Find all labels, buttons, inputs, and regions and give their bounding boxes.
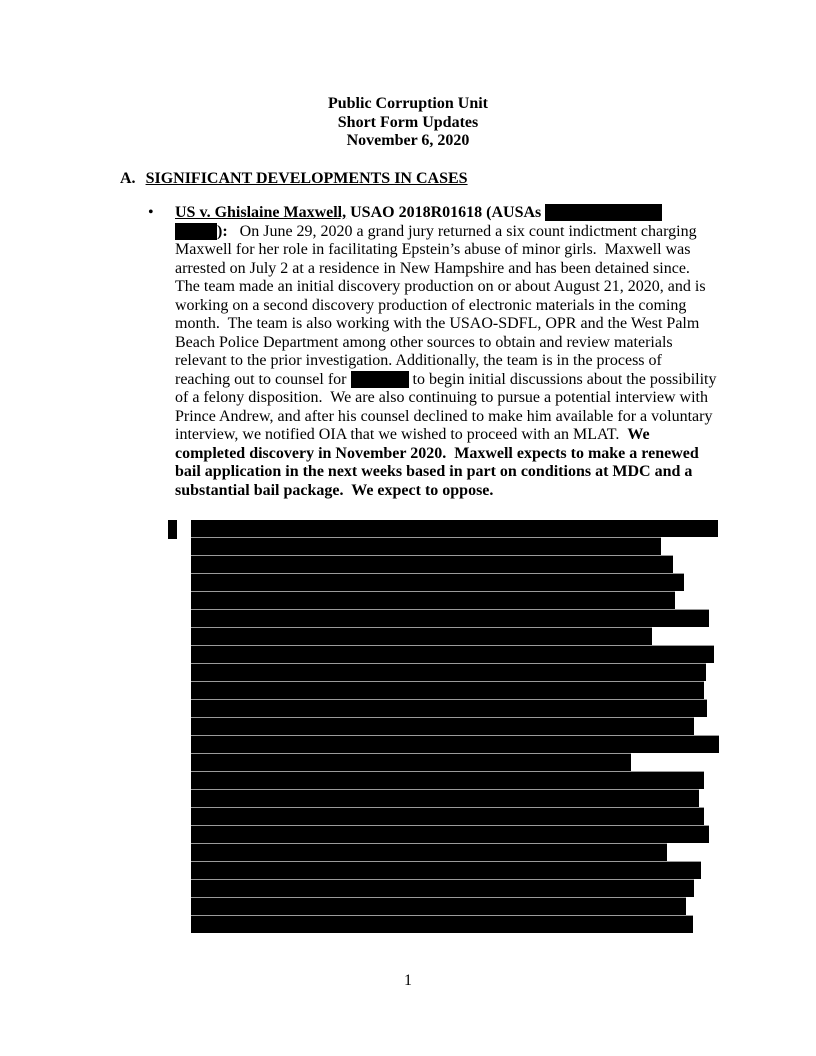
redacted-line bbox=[191, 591, 675, 609]
redacted-block-lines bbox=[191, 520, 719, 933]
case-body-2: to begin initial discussions about the possibility of a felony disposition. We are also continuing to pursue a potential interview with Prince Andrew, and after his counsel declined to make him available for a voluntary interview, we notified OIA that we wished to proceed with an MLAT. bbox=[175, 370, 721, 443]
header-date: November 6, 2020 bbox=[346, 132, 470, 150]
redacted-line bbox=[191, 915, 693, 933]
redacted-line bbox=[191, 609, 709, 627]
page-number: 1 bbox=[404, 972, 412, 989]
case-number: USAO 2018R01618 (AUSAs bbox=[346, 204, 546, 221]
redacted-line bbox=[191, 573, 684, 591]
redaction-bar-counsel bbox=[351, 371, 409, 388]
redaction-bar-ausa-1 bbox=[545, 204, 662, 221]
redacted-line bbox=[191, 825, 709, 843]
redacted-line bbox=[191, 555, 673, 573]
redacted-line bbox=[191, 537, 661, 555]
redacted-line bbox=[191, 681, 704, 699]
redacted-line bbox=[191, 663, 706, 681]
section-label: A. bbox=[120, 170, 136, 187]
redacted-line bbox=[191, 789, 699, 807]
case-bold-update: We completed discovery in November 2020. Maxwell expects to make a renewed bail application in the next weeks based in part on conditions at MDC and a substantial bail package. We expect to oppose. bbox=[175, 426, 703, 499]
redacted-line bbox=[191, 717, 694, 735]
redacted-line bbox=[191, 843, 667, 861]
header-subtitle: Short Form Updates bbox=[337, 113, 479, 131]
section-heading bbox=[120, 170, 468, 189]
redaction-bar-ausa-2 bbox=[175, 223, 217, 240]
document-header bbox=[0, 95, 816, 151]
bullet-icon: • bbox=[148, 204, 154, 221]
case-body-1: On June 29, 2020 a grand jury returned a six count indictment charging Maxwell for her role in facilitating Epstein’s abuse of minor girls. Maxwell was arrested on July 2 at a residence in New Hampshire and has been detained since. The team made an initial discovery production on or about August 21, 2020, and is working on a second discovery production of electronic materials in the coming month. The team is also working with the USAO-SDFL, OPR and the West Palm Beach Police Department among other sources to obtain and review materials relevant to the prior investigation. Additionally, the team is in the process of reaching out to counsel for bbox=[175, 222, 710, 388]
redacted-bullet-marker bbox=[168, 520, 177, 539]
redacted-line bbox=[191, 807, 704, 825]
redacted-line bbox=[191, 771, 704, 789]
section-title: SIGNIFICANT DEVELOPMENTS IN CASES bbox=[145, 170, 468, 187]
redacted-line bbox=[191, 645, 714, 663]
redacted-line bbox=[191, 627, 652, 645]
redacted-line bbox=[191, 897, 686, 915]
case-paragraph bbox=[175, 204, 720, 500]
redacted-line bbox=[191, 520, 718, 537]
case-name: US v. Ghislaine Maxwell, bbox=[175, 204, 347, 221]
redacted-line bbox=[191, 735, 719, 753]
case-bullet-item bbox=[148, 204, 720, 500]
redacted-line bbox=[191, 699, 707, 717]
redacted-line bbox=[191, 879, 694, 897]
redacted-line bbox=[191, 861, 701, 879]
header-title: Public Corruption Unit bbox=[327, 95, 488, 112]
case-colon: ): bbox=[217, 222, 228, 240]
redacted-line bbox=[191, 753, 631, 771]
